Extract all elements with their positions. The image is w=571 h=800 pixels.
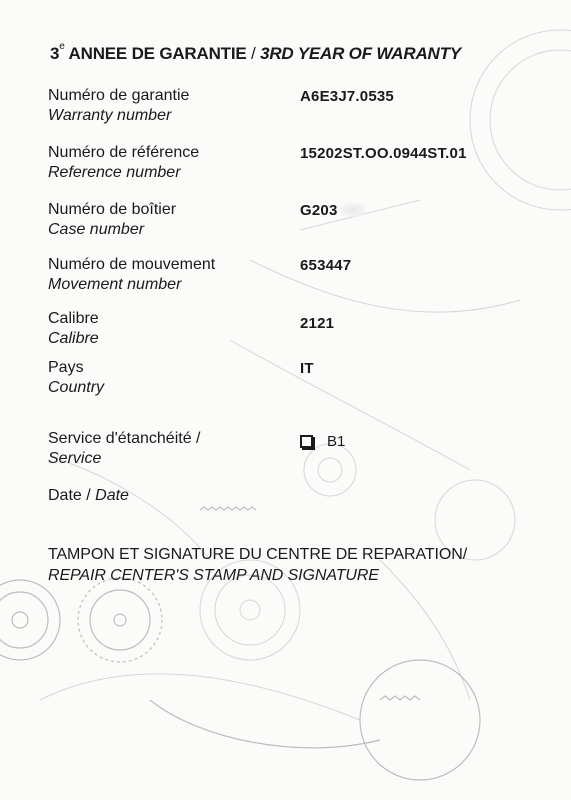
- service-label-fr: Service d'étanchéité /: [48, 430, 201, 447]
- field-calibre: [48, 309, 528, 349]
- reference-value: 15202ST.OO.0944ST.01: [300, 145, 467, 162]
- service-checkbox-label: B1: [327, 433, 346, 450]
- heading-ordinal: 3: [50, 44, 60, 63]
- field-case-number: [48, 200, 528, 240]
- heading-ordinal-suffix: e: [59, 41, 65, 52]
- heading-title-en: 3RD YEAR OF WARANTY: [260, 44, 461, 63]
- movement-label-en: Movement number: [48, 276, 182, 293]
- country-value: IT: [300, 360, 314, 377]
- case-label-fr: Numéro de boîtier: [48, 201, 177, 218]
- service-checkbox-group[interactable]: [300, 433, 345, 450]
- field-service: [48, 429, 528, 469]
- warranty-value: A6E3J7.0535: [300, 88, 394, 105]
- case-value: G203: [300, 202, 338, 219]
- calibre-label-fr: Calibre: [48, 310, 99, 327]
- stamp-label-fr: TAMPON ET SIGNATURE DU CENTRE DE REPARATION/: [48, 546, 468, 563]
- movement-value: 653447: [300, 257, 352, 274]
- reference-label-en: Reference number: [48, 164, 181, 181]
- reference-label-fr: Numéro de référence: [48, 144, 200, 161]
- calibre-value: 2121: [300, 315, 335, 332]
- field-warranty-number: [48, 86, 528, 126]
- date-line: [48, 487, 129, 505]
- case-value-wrap: [300, 202, 366, 219]
- stamp-label-en: REPAIR CENTER'S STAMP AND SIGNATURE: [48, 567, 379, 584]
- field-country: [48, 358, 528, 398]
- date-separator: /: [86, 487, 91, 504]
- field-movement-number: [48, 255, 528, 295]
- country-label-fr: Pays: [48, 359, 84, 376]
- calibre-label-en: Calibre: [48, 330, 99, 347]
- date-label-fr: Date: [48, 487, 82, 504]
- card-heading: [50, 41, 461, 64]
- case-label-en: Case number: [48, 221, 145, 238]
- date-label-en: Date: [95, 487, 129, 504]
- warranty-label-en: Warranty number: [48, 107, 172, 124]
- heading-separator: /: [251, 44, 256, 63]
- field-reference-number: [48, 143, 528, 183]
- movement-label-fr: Numéro de mouvement: [48, 256, 216, 273]
- heading-title-fr: ANNEE DE GARANTIE: [68, 44, 247, 63]
- warranty-label-fr: Numéro de garantie: [48, 87, 190, 104]
- service-label-en: Service: [48, 450, 102, 467]
- stamp-signature-block: [48, 544, 467, 586]
- service-checkbox[interactable]: [300, 435, 313, 448]
- redacted-blur: [340, 203, 366, 217]
- country-label-en: Country: [48, 379, 105, 396]
